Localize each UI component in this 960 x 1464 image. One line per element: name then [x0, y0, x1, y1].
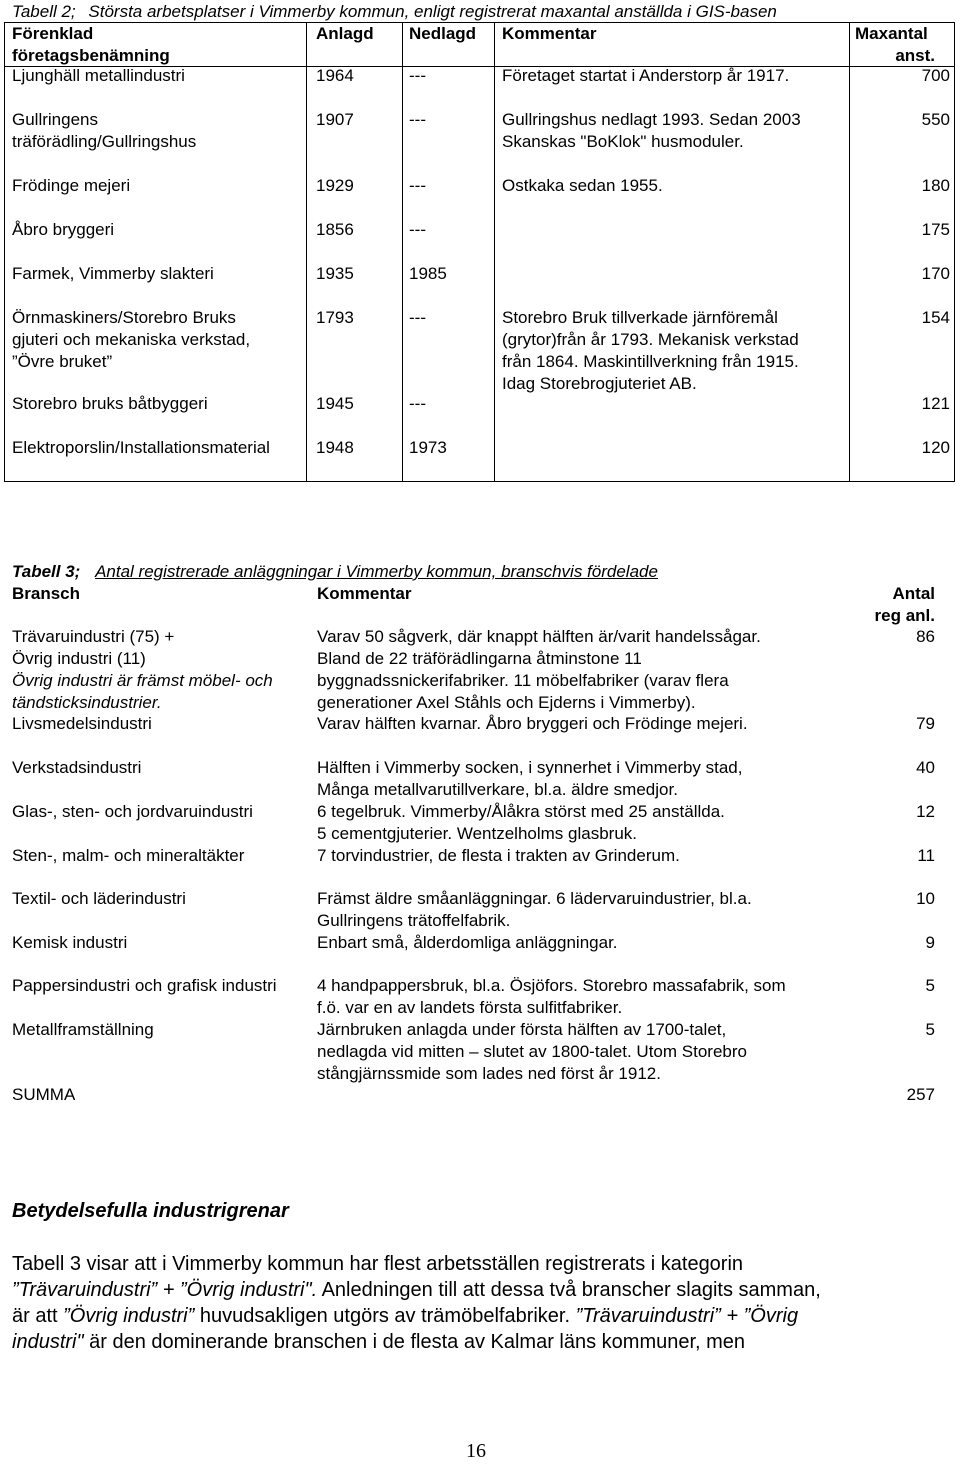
max-employees-cell-line: 175 [921, 220, 950, 239]
table2-header-name [12, 23, 170, 67]
closed-year-cell-line: 1985 [409, 264, 447, 283]
table2-divider [849, 22, 850, 481]
company-name-cell [12, 393, 208, 415]
header-text: Förenklad [12, 24, 94, 43]
company-name-cell-line: Åbro bryggeri [12, 220, 115, 239]
count-cell [855, 888, 935, 910]
count-cell-line: 5 [925, 1020, 935, 1039]
max-employees-cell-line: 180 [921, 176, 950, 195]
max-employees-cell [870, 307, 950, 329]
paragraph-text: huvudsakligen utgörs av trämöbelfabriker. [194, 1305, 576, 1327]
comment-cell-line: 6 tegelbruk. Vimmerby/Ålåkra störst med 25 anställda. [317, 802, 725, 821]
comment-cell-line: Hälften i Vimmerby socken, i synnerhet i Vimmerby stad, [317, 758, 743, 777]
branch-cell [12, 845, 244, 867]
company-name-cell-line: Gullringens [12, 110, 98, 129]
comment-cell [317, 1019, 747, 1085]
table2-caption-text: Största arbetsplatser i Vimmerby kommun, enligt registrerat maxantal anställda i GIS-basen [88, 2, 777, 21]
comment-cell [502, 65, 789, 87]
comment-cell-line: 4 handpappersbruk, bl.a. Ösjöfors. Storebro massafabrik, som [317, 976, 786, 995]
comment-cell [317, 932, 618, 954]
built-year-cell [316, 65, 354, 87]
count-cell [855, 932, 935, 954]
company-name-cell-line: Örnmaskiners/Storebro Bruks [12, 308, 236, 327]
built-year-cell-line: 1964 [316, 66, 354, 85]
built-year-cell-line: 1948 [316, 438, 354, 457]
closed-year-cell [409, 393, 426, 415]
built-year-cell-line: 1935 [316, 264, 354, 283]
paragraph-text: ”Trävaruindustri” + ”Övrig industri". [12, 1279, 318, 1301]
closed-year-cell [409, 175, 426, 197]
branch-cell-line: Kemisk industri [12, 933, 128, 952]
table2-header-comment: Kommentar [502, 24, 597, 43]
branch-cell-line: Övrig industri (11) [12, 649, 146, 668]
table2-header-built: Anlagd [316, 24, 374, 43]
table3-total-label: SUMMA [12, 1085, 76, 1104]
comment-cell [502, 175, 663, 197]
branch-cell [12, 801, 253, 823]
comment-cell-line: Främst äldre småanläggningar. 6 lädervaruindustrier, bl.a. [317, 889, 752, 908]
company-name-cell [12, 65, 185, 87]
comment-cell-line: Bland de 22 träförädlingarna åtminstone 11 [317, 649, 642, 668]
max-employees-cell [870, 219, 950, 241]
table2-caption-label: Tabell 2; [12, 2, 76, 21]
table2-divider [306, 22, 307, 481]
comment-cell-line: nedlagda vid mitten – slutet av 1800-talet. Utom Storebro [317, 1042, 747, 1061]
comment-cell [317, 975, 786, 1019]
max-employees-cell-line: 550 [921, 110, 950, 129]
paragraph-text: ”Övrig industri” [63, 1305, 195, 1327]
table3-header-count [855, 583, 935, 627]
count-cell [855, 713, 935, 735]
section-heading: Betydelsefulla industrigrenar [12, 1200, 289, 1222]
branch-note-line: Övrig industri är främst möbel- och [12, 671, 273, 690]
closed-year-cell-line: --- [409, 176, 426, 195]
count-cell-line: 5 [925, 976, 935, 995]
paragraph-text: Tabell 3 visar att i Vimmerby kommun har flest arbetsställen registrerats i kategorin [12, 1253, 744, 1275]
count-cell [855, 845, 935, 867]
closed-year-cell [409, 437, 447, 459]
closed-year-cell-line: --- [409, 308, 426, 327]
table3-caption [12, 561, 658, 583]
count-cell [855, 1019, 935, 1041]
header-text: Antal [892, 584, 935, 603]
comment-cell-line: Idag Storebrogjuteriet AB. [502, 374, 697, 393]
branch-cell-line: Trävaruindustri (75) + [12, 627, 175, 646]
count-cell [855, 757, 935, 779]
comment-cell-line: Gullringshus nedlagt 1993. Sedan 2003 [502, 110, 801, 129]
built-year-cell [316, 393, 354, 415]
count-cell-line: 11 [917, 846, 935, 865]
company-name-cell-line: gjuteri och mekaniska verkstad, [12, 330, 251, 349]
max-employees-cell-line: 700 [921, 66, 950, 85]
count-cell-line: 10 [916, 889, 935, 908]
company-name-cell [12, 219, 114, 241]
count-cell-line: 40 [916, 758, 935, 777]
branch-note-line: tändsticksindustrier. [12, 693, 162, 712]
max-employees-cell [870, 65, 950, 87]
table3-total-value: 257 [906, 1085, 935, 1104]
closed-year-cell [409, 263, 447, 285]
comment-cell-line: Många metallvarutillverkare, bl.a. äldre smedjor. [317, 780, 678, 799]
comment-cell-line: byggnadssnickerifabriker. 11 möbelfabriker (varav flera [317, 671, 729, 690]
count-cell [855, 801, 935, 823]
max-employees-cell [870, 175, 950, 197]
company-name-cell [12, 307, 250, 373]
branch-cell [12, 975, 277, 997]
comment-cell [502, 109, 801, 153]
branch-cell [12, 932, 127, 954]
count-cell [855, 975, 935, 997]
built-year-cell-line: 1929 [316, 176, 354, 195]
comment-cell [317, 888, 752, 932]
max-employees-cell-line: 120 [921, 438, 950, 457]
closed-year-cell-line: --- [409, 220, 426, 239]
company-name-cell-line: Frödinge mejeri [12, 176, 131, 195]
table3-header-comment: Kommentar [317, 584, 412, 603]
paragraph-line [12, 1251, 952, 1277]
built-year-cell-line: 1945 [316, 394, 354, 413]
table2-divider [494, 22, 495, 481]
company-name-cell-line: ”Övre bruket” [12, 352, 113, 371]
company-name-cell-line: träförädling/Gullringshus [12, 132, 197, 151]
comment-cell-line: från 1864. Maskintillverkning från 1915. [502, 352, 799, 371]
comment-cell-line: Varav hälften kvarnar. Åbro bryggeri och Frödinge mejeri. [317, 714, 748, 733]
table3-caption-label: Tabell 3; [12, 562, 81, 581]
max-employees-cell [870, 393, 950, 415]
closed-year-cell-line: --- [409, 394, 426, 413]
paragraph-line [12, 1329, 952, 1355]
table3-caption-text: Antal registrerade anläggningar i Vimmerby kommun, branschvis fördelade [95, 562, 658, 581]
count-cell-line: 79 [916, 714, 935, 733]
comment-cell-line: Storebro Bruk tillverkade järnföremål [502, 308, 778, 327]
comment-cell [317, 757, 742, 801]
comment-cell-line: (grytor)från år 1793. Mekanisk verkstad [502, 330, 799, 349]
branch-cell [12, 757, 141, 779]
company-name-cell [12, 263, 214, 285]
max-employees-cell-line: 121 [921, 394, 950, 413]
max-employees-cell [870, 109, 950, 131]
branch-cell [12, 888, 186, 910]
built-year-cell [316, 219, 354, 241]
built-year-cell-line: 1793 [316, 308, 354, 327]
table2-divider [402, 22, 403, 481]
branch-cell [12, 1019, 154, 1041]
comment-cell-line: Ostkaka sedan 1955. [502, 176, 663, 195]
header-text: anst. [895, 46, 935, 65]
branch-cell-line: Livsmedelsindustri [12, 714, 152, 733]
company-name-cell-line: Storebro bruks båtbyggeri [12, 394, 208, 413]
company-name-cell [12, 175, 130, 197]
comment-cell-line: Företaget startat i Anderstorp år 1917. [502, 66, 790, 85]
branch-cell-line: Sten-, malm- och mineraltäkter [12, 846, 245, 865]
comment-cell-line: Enbart små, ålderdomliga anläggningar. [317, 933, 618, 952]
max-employees-cell-line: 154 [921, 308, 950, 327]
closed-year-cell [409, 109, 426, 131]
paragraph-text: är att [12, 1305, 64, 1327]
table2-header-max [855, 23, 935, 67]
built-year-cell-line: 1856 [316, 220, 354, 239]
comment-cell [317, 713, 748, 735]
built-year-cell-line: 1907 [316, 110, 354, 129]
count-cell-line: 86 [916, 627, 935, 646]
table3-header-branch: Bransch [12, 584, 81, 603]
closed-year-cell [409, 65, 426, 87]
max-employees-cell [870, 437, 950, 459]
branch-cell-line: Glas-, sten- och jordvaruindustri [12, 802, 253, 821]
comment-cell-line: 5 cementgjuterier. Wentzelholms glasbruk. [317, 824, 638, 843]
branch-cell-line: Textil- och läderindustri [12, 889, 186, 908]
header-text: företagsbenämning [12, 46, 170, 65]
closed-year-cell-line: --- [409, 66, 426, 85]
count-cell [855, 626, 935, 648]
closed-year-cell-line: --- [409, 110, 426, 129]
company-name-cell [12, 437, 270, 459]
company-name-cell-line: Elektroporslin/Installationsmaterial [12, 438, 270, 457]
branch-cell [12, 626, 273, 714]
comment-cell [502, 307, 799, 395]
comment-cell-line: 7 torvindustrier, de flesta i trakten av Grinderum. [317, 846, 680, 865]
paragraph-text: ”Trävaruindustri” + ”Övrig [575, 1305, 799, 1327]
comment-cell-line: f.ö. var en av landets första sulfitfabriker. [317, 998, 623, 1017]
header-text: reg anl. [874, 606, 935, 625]
closed-year-cell-line: 1973 [409, 438, 447, 457]
paragraph-text: är den dominerande branschen i de flesta av Kalmar läns kommuner, men [83, 1331, 746, 1353]
table2-header-closed: Nedlagd [409, 24, 477, 43]
paragraph-text: industri" [12, 1331, 84, 1353]
comment-cell [317, 845, 680, 867]
comment-cell-line: Skanskas "BoKlok" husmoduler. [502, 132, 744, 151]
built-year-cell [316, 109, 354, 131]
branch-cell-line: Metallframställning [12, 1020, 154, 1039]
comment-cell [317, 626, 761, 714]
count-cell-line: 9 [925, 933, 935, 952]
comment-cell [317, 801, 725, 845]
paragraph-line [12, 1303, 952, 1329]
closed-year-cell [409, 219, 426, 241]
paragraph-line [12, 1277, 952, 1303]
page-number: 16 [466, 1440, 486, 1462]
built-year-cell [316, 263, 354, 285]
comment-cell-line: Varav 50 sågverk, där knappt hälften är/varit handelssågar. [317, 627, 761, 646]
branch-cell-line: Pappersindustri och grafisk industri [12, 976, 277, 995]
comment-cell-line: stångjärnssmide som lades ned först år 1912. [317, 1064, 661, 1083]
branch-cell-line: Verkstadsindustri [12, 758, 142, 777]
built-year-cell [316, 175, 354, 197]
built-year-cell [316, 307, 354, 329]
company-name-cell-line: Ljunghäll metallindustri [12, 66, 185, 85]
paragraph-text: Anledningen till att dessa två branscher slagits samman, [317, 1279, 821, 1301]
comment-cell-line: generationer Axel Ståhls och Ejderns i Vimmerby). [317, 693, 696, 712]
company-name-cell [12, 109, 196, 153]
count-cell-line: 12 [916, 802, 935, 821]
branch-cell [12, 713, 152, 735]
company-name-cell-line: Farmek, Vimmerby slakteri [12, 264, 214, 283]
comment-cell-line: Gullringens trätoffelfabrik. [317, 911, 511, 930]
built-year-cell [316, 437, 354, 459]
max-employees-cell [870, 263, 950, 285]
header-text: Maxantal [855, 24, 928, 43]
closed-year-cell [409, 307, 426, 329]
max-employees-cell-line: 170 [921, 264, 950, 283]
comment-cell-line: Järnbruken anlagda under första hälften av 1700-talet, [317, 1020, 727, 1039]
